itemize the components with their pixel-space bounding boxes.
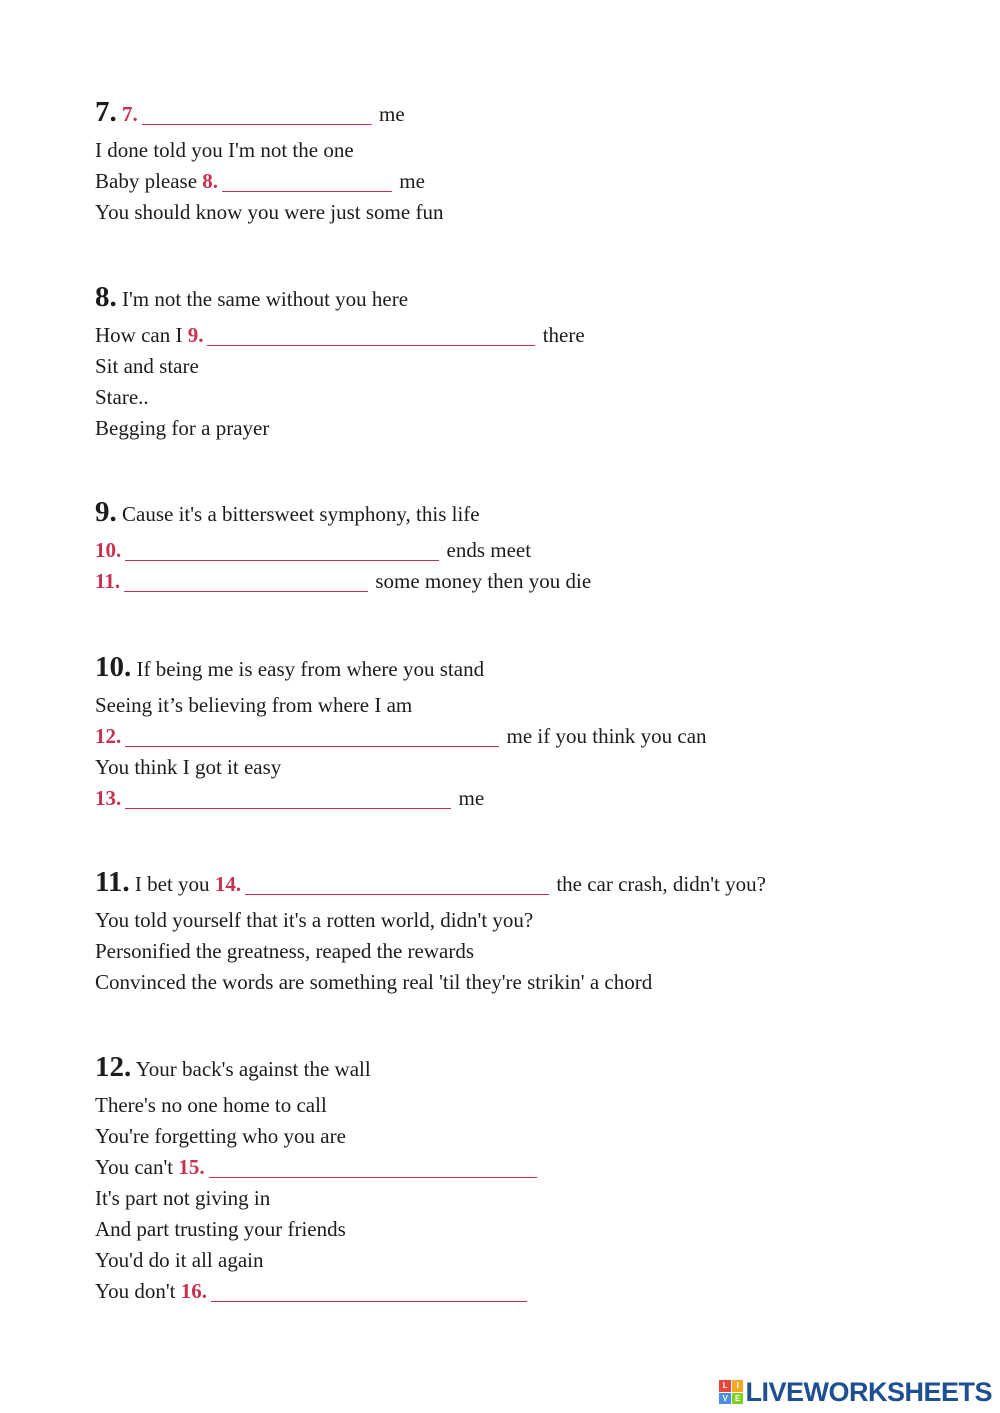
lyric-text: How can I — [95, 323, 188, 347]
lyric-text: Your back's against the wall — [135, 1057, 371, 1081]
lyric-text: You'd do it all again — [95, 1248, 264, 1272]
lyric-text: ends meet — [441, 538, 532, 562]
gap-label: 13. — [95, 786, 122, 810]
lyric-text: Seeing it’s believing from where I am — [95, 693, 413, 717]
lyric-text: Stare.. — [95, 385, 149, 409]
logo-letter: V — [719, 1393, 731, 1405]
lyric-text: there — [537, 323, 585, 347]
line — [95, 868, 766, 897]
line — [95, 325, 585, 346]
line — [95, 140, 354, 161]
lyric-text: Sit and stare — [95, 354, 199, 378]
lyric-text: It's part not giving in — [95, 1186, 271, 1210]
line — [95, 387, 149, 408]
lyric-text: Baby please — [95, 169, 203, 193]
gap-label: 14. — [214, 872, 242, 896]
lyric-text: me — [394, 169, 425, 193]
lyric-text: some money then you die — [370, 569, 592, 593]
lyric-text: And part trusting your friends — [95, 1217, 346, 1241]
gap-9-input[interactable] — [207, 344, 535, 346]
lyric-text: I'm not the same without you here — [122, 287, 409, 311]
lyric-text: You don't — [95, 1279, 181, 1303]
line — [95, 1281, 529, 1302]
line — [95, 653, 484, 682]
line — [95, 1157, 539, 1178]
line — [95, 726, 707, 747]
gap-13-input[interactable] — [125, 807, 451, 809]
exercise-number: 10. — [95, 651, 132, 683]
exercise-number: 12. — [95, 1051, 132, 1083]
lyric-text: There's no one home to call — [95, 1093, 327, 1117]
logo-text: LIVEWORKSHEETS — [745, 1376, 992, 1407]
line — [95, 1126, 346, 1147]
lyric-text: Cause it's a bittersweet symphony, this life — [122, 502, 480, 526]
line — [95, 941, 474, 962]
lyric-text: You should know you were just some fun — [95, 200, 444, 224]
lyric-text: me — [453, 786, 485, 810]
lyric-text: me — [373, 102, 405, 126]
gap-label: 9. — [187, 323, 204, 347]
lyric-text: You think I got it easy — [95, 755, 282, 779]
line — [95, 972, 652, 993]
logo-letter: E — [732, 1393, 744, 1405]
gap-label: 11. — [95, 569, 121, 593]
line — [95, 356, 199, 377]
line — [95, 98, 405, 127]
logo-letter: I — [732, 1380, 744, 1392]
logo-mark-icon — [719, 1380, 743, 1404]
liveworksheets-logo — [719, 1377, 992, 1407]
lyric-text: I done told you I'm not the one — [95, 138, 354, 162]
line — [95, 202, 443, 223]
gap-label: 7. — [122, 102, 138, 126]
line — [95, 540, 531, 561]
lyric-text: If being me is easy from where you stand — [136, 657, 485, 681]
line — [95, 498, 480, 527]
line — [95, 1095, 327, 1116]
lyric-text: Begging for a prayer — [95, 416, 270, 440]
line — [95, 788, 484, 809]
lyric-text: Personified the greatness, reaped the rewards — [95, 939, 475, 963]
line — [95, 910, 533, 931]
lyric-text: You're forgetting who you are — [95, 1124, 346, 1148]
exercise-number: 8. — [95, 281, 117, 313]
lyric-text: the car crash, didn't you? — [551, 872, 766, 896]
lyric-text: You can't — [95, 1155, 179, 1179]
line — [95, 283, 408, 312]
line — [95, 1250, 263, 1271]
gap-label: 16. — [180, 1279, 207, 1303]
exercise-number: 7. — [95, 96, 117, 128]
gap-10-input[interactable] — [125, 559, 439, 561]
logo-letter: L — [719, 1380, 731, 1392]
gap-16-input[interactable] — [211, 1300, 527, 1302]
gap-label: 15. — [178, 1155, 205, 1179]
gap-8-input[interactable] — [222, 190, 392, 192]
lyric-text: Convinced the words are something real 'til they're strikin' a chord — [95, 970, 653, 994]
lyric-text: I bet you — [134, 872, 215, 896]
lyric-text: me if you think you can — [501, 724, 707, 748]
line — [95, 1219, 346, 1240]
gap-label: 8. — [202, 169, 219, 193]
line — [95, 571, 591, 592]
exercise-number: 9. — [95, 496, 117, 528]
gap-7-input[interactable] — [142, 123, 372, 125]
line — [95, 1188, 270, 1209]
line — [95, 695, 412, 716]
gap-11-input[interactable] — [124, 590, 368, 592]
lyric-text: You told yourself that it's a rotten world, didn't you? — [95, 908, 534, 932]
exercise-number: 11. — [95, 866, 130, 898]
line — [95, 171, 425, 192]
line — [95, 418, 269, 439]
gap-14-input[interactable] — [245, 893, 549, 895]
gap-label: 10. — [95, 538, 122, 562]
line — [95, 1053, 371, 1082]
line — [95, 757, 281, 778]
gap-15-input[interactable] — [209, 1176, 537, 1178]
gap-label: 12. — [95, 724, 122, 748]
gap-12-input[interactable] — [125, 745, 499, 747]
